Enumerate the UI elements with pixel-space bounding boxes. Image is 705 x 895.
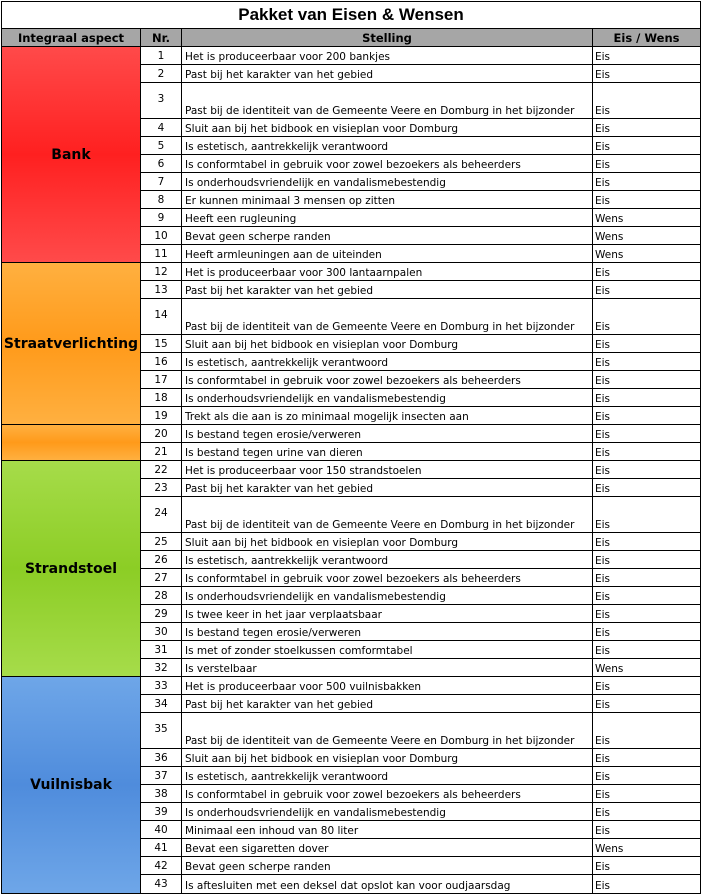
row-stelling: Past bij de identiteit van de Gemeente Veere en Domburg in het bijzonder [182,497,593,533]
row-number: 42 [141,857,182,875]
row-stelling: Heeft armleuningen aan de uiteinden [182,245,593,263]
row-eis-wens: Wens [593,659,701,677]
row-stelling: Sluit aan bij het bidbook en visieplan voor Domburg [182,749,593,767]
row-eis-wens: Eis [593,47,701,65]
row-stelling: Past bij het karakter van het gebied [182,65,593,83]
row-stelling: Bevat geen scherpe randen [182,857,593,875]
row-number: 6 [141,155,182,173]
row-eis-wens: Eis [593,605,701,623]
row-stelling: Is conformtabel in gebruik voor zowel bezoekers als beheerders [182,569,593,587]
row-number: 41 [141,839,182,857]
row-eis-wens: Eis [593,551,701,569]
row-number: 5 [141,137,182,155]
row-number: 23 [141,479,182,497]
row-eis-wens: Eis [593,155,701,173]
row-number: 28 [141,587,182,605]
row-stelling: Sluit aan bij het bidbook en visieplan voor Domburg [182,119,593,137]
row-eis-wens: Eis [593,677,701,695]
row-number: 10 [141,227,182,245]
group-cell: Straatverlichting [1,263,141,425]
row-stelling: Is conformtabel in gebruik voor zowel bezoekers als beheerders [182,371,593,389]
group-cell: Bank [1,47,141,263]
row-stelling: Bevat een sigaretten dover [182,839,593,857]
row-stelling: Is bestand tegen erosie/verweren [182,623,593,641]
row-number: 12 [141,263,182,281]
row-number: 2 [141,65,182,83]
row-number: 24 [141,497,182,533]
row-eis-wens: Eis [593,299,701,335]
row-eis-wens: Eis [593,191,701,209]
row-stelling: Is estetisch, aantrekkelijk verantwoord [182,137,593,155]
row-stelling: Sluit aan bij het bidbook en visieplan voor Domburg [182,533,593,551]
row-stelling: Past bij het karakter van het gebied [182,479,593,497]
row-eis-wens: Eis [593,425,701,443]
row-eis-wens: Eis [593,875,701,894]
header-stelling: Stelling [182,29,593,47]
row-eis-wens: Eis [593,569,701,587]
row-stelling: Het is produceerbaar voor 200 bankjes [182,47,593,65]
row-number: 1 [141,47,182,65]
row-eis-wens: Eis [593,263,701,281]
row-stelling: Past bij het karakter van het gebied [182,695,593,713]
row-number: 11 [141,245,182,263]
row-eis-wens: Wens [593,227,701,245]
header-eis-wens: Eis / Wens [593,29,701,47]
row-eis-wens: Eis [593,713,701,749]
row-number: 7 [141,173,182,191]
row-stelling: Heeft een rugleuning [182,209,593,227]
row-stelling: Is onderhoudsvriendelijk en vandalismebestendig [182,389,593,407]
row-stelling: Bevat geen scherpe randen [182,227,593,245]
row-stelling: Past bij het karakter van het gebied [182,281,593,299]
row-number: 22 [141,461,182,479]
row-stelling: Is bestand tegen erosie/verweren [182,425,593,443]
row-eis-wens: Eis [593,641,701,659]
group-cell: Vuilnisbak [1,677,141,894]
row-eis-wens: Eis [593,857,701,875]
row-eis-wens: Eis [593,407,701,425]
row-eis-wens: Eis [593,389,701,407]
row-number: 40 [141,821,182,839]
row-eis-wens: Eis [593,137,701,155]
row-stelling: Is estetisch, aantrekkelijk verantwoord [182,767,593,785]
row-number: 13 [141,281,182,299]
row-eis-wens: Eis [593,803,701,821]
row-eis-wens: Eis [593,785,701,803]
row-number: 19 [141,407,182,425]
row-number: 8 [141,191,182,209]
header-integraal-aspect: Integraal aspect [1,29,141,47]
row-stelling: Past bij de identiteit van de Gemeente Veere en Domburg in het bijzonder [182,299,593,335]
row-number: 30 [141,623,182,641]
row-stelling: Is conformtabel in gebruik voor zowel bezoekers als beheerders [182,155,593,173]
row-eis-wens: Eis [593,281,701,299]
row-eis-wens: Eis [593,821,701,839]
row-stelling: Er kunnen minimaal 3 mensen op zitten [182,191,593,209]
row-stelling: Is onderhoudsvriendelijk en vandalismebestendig [182,803,593,821]
row-eis-wens: Eis [593,119,701,137]
row-number: 9 [141,209,182,227]
row-eis-wens: Eis [593,479,701,497]
row-eis-wens: Wens [593,839,701,857]
sheet-title: Pakket van Eisen & Wensen [1,1,701,29]
row-eis-wens: Wens [593,245,701,263]
row-stelling: Past bij de identiteit van de Gemeente Veere en Domburg in het bijzonder [182,713,593,749]
row-number: 31 [141,641,182,659]
row-stelling: Sluit aan bij het bidbook en visieplan voor Domburg [182,335,593,353]
row-number: 21 [141,443,182,461]
row-stelling: Is verstelbaar [182,659,593,677]
row-stelling: Is twee keer in het jaar verplaatsbaar [182,605,593,623]
row-eis-wens: Eis [593,443,701,461]
group-cell: Strandstoel [1,461,141,677]
row-stelling: Is onderhoudsvriendelijk en vandalismebestendig [182,587,593,605]
row-number: 18 [141,389,182,407]
row-stelling: Is estetisch, aantrekkelijk verantwoord [182,353,593,371]
row-stelling: Is estetisch, aantrekkelijk verantwoord [182,551,593,569]
row-number: 32 [141,659,182,677]
row-number: 26 [141,551,182,569]
row-number: 4 [141,119,182,137]
row-number: 20 [141,425,182,443]
row-stelling: Is met of zonder stoelkussen comformtabel [182,641,593,659]
row-number: 33 [141,677,182,695]
row-number: 16 [141,353,182,371]
row-eis-wens: Eis [593,173,701,191]
row-eis-wens: Eis [593,65,701,83]
row-number: 38 [141,785,182,803]
row-stelling: Is aftesluiten met een deksel dat opslot kan voor oudjaarsdag [182,875,593,894]
row-number: 37 [141,767,182,785]
row-eis-wens: Eis [593,623,701,641]
row-stelling: Het is produceerbaar voor 150 strandstoelen [182,461,593,479]
group-cell [1,425,141,461]
row-number: 17 [141,371,182,389]
row-number: 39 [141,803,182,821]
row-eis-wens: Wens [593,209,701,227]
row-stelling: Is onderhoudsvriendelijk en vandalismebestendig [182,173,593,191]
row-eis-wens: Eis [593,497,701,533]
row-eis-wens: Eis [593,371,701,389]
row-number: 25 [141,533,182,551]
row-eis-wens: Eis [593,587,701,605]
row-number: 27 [141,569,182,587]
row-number: 34 [141,695,182,713]
row-number: 35 [141,713,182,749]
row-stelling: Trekt als die aan is zo minimaal mogelijk insecten aan [182,407,593,425]
row-eis-wens: Eis [593,749,701,767]
row-stelling: Het is produceerbaar voor 300 lantaarnpalen [182,263,593,281]
row-number: 29 [141,605,182,623]
row-eis-wens: Eis [593,83,701,119]
row-eis-wens: Eis [593,461,701,479]
row-stelling: Is bestand tegen urine van dieren [182,443,593,461]
row-number: 43 [141,875,182,894]
row-number: 3 [141,83,182,119]
row-stelling: Het is produceerbaar voor 500 vuilnisbakken [182,677,593,695]
header-nr: Nr. [141,29,182,47]
row-number: 36 [141,749,182,767]
row-number: 15 [141,335,182,353]
row-eis-wens: Eis [593,533,701,551]
row-stelling: Minimaal een inhoud van 80 liter [182,821,593,839]
row-stelling: Past bij de identiteit van de Gemeente Veere en Domburg in het bijzonder [182,83,593,119]
row-number: 14 [141,299,182,335]
row-stelling: Is conformtabel in gebruik voor zowel bezoekers als beheerders [182,785,593,803]
row-eis-wens: Eis [593,353,701,371]
row-eis-wens: Eis [593,767,701,785]
row-eis-wens: Eis [593,695,701,713]
row-eis-wens: Eis [593,335,701,353]
